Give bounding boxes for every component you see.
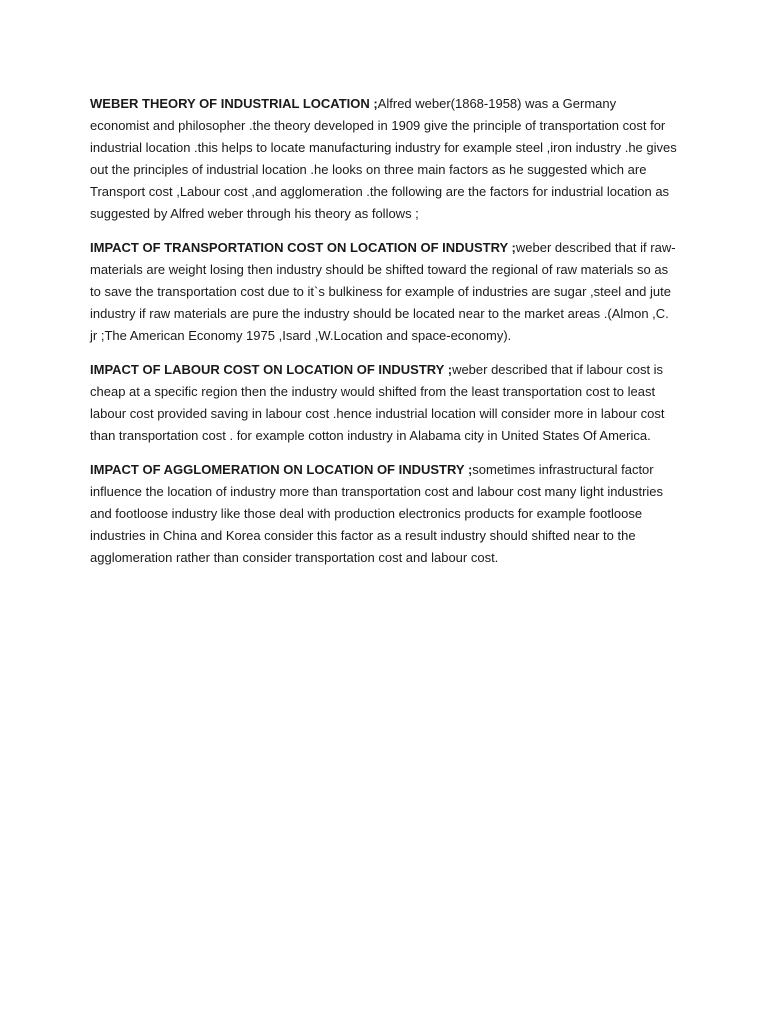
paragraph-weber-theory [90,93,678,225]
paragraph-body: Alfred weber(1868-1958) was a Germany economist and philosopher .the theory developed in 1909 give the principle of transportation cost for industrial location .this helps to locate manufacturing industry for example steel ,iron industry .he gives out the principles of industrial location .he looks on three main factors as he suggested which are Transport cost ,Labour cost ,and agglomeration .the following are the factors for industrial location as suggested by Alfred weber through his theory as follows ; [90,96,677,221]
paragraph-body: weber described that if raw-materials are weight losing then industry should be shifted toward the regional of raw materials so as to save the transportation cost due to it`s bulkiness for example of industries are sugar ,steel and jute industry if raw materials are pure the industry should be located near to the market areas .(Almon ,C. jr ;The American Economy 1975 ,Isard ,W.Location and space-economy). [90,240,676,343]
paragraph-heading: IMPACT OF TRANSPORTATION COST ON LOCATION OF INDUSTRY ; [90,240,516,255]
paragraph-body: weber described that if labour cost is cheap at a specific region then the industry would shifted from the least transportation cost to least labour cost provided saving in labour cost .hence industrial location will consider more in labour cost than transportation cost . for example cotton industry in Alabama city in United States Of America. [90,362,665,443]
paragraph-heading: IMPACT OF LABOUR COST ON LOCATION OF INDUSTRY ; [90,362,453,377]
paragraph-agglomeration [90,459,678,569]
paragraph-transportation-cost [90,237,678,347]
paragraph-heading: IMPACT OF AGGLOMERATION ON LOCATION OF INDUSTRY ; [90,462,473,477]
paragraph-heading: WEBER THEORY OF INDUSTRIAL LOCATION ; [90,96,378,111]
paragraph-labour-cost [90,359,678,447]
paragraph-body: sometimes infrastructural factor influence the location of industry more than transportation cost and labour cost many light industries and footloose industry like those deal with production electronics products for example footloose industries in China and Korea consider this factor as a result industry should shifted near to the agglomeration rather than consider transportation cost and labour cost. [90,462,664,565]
